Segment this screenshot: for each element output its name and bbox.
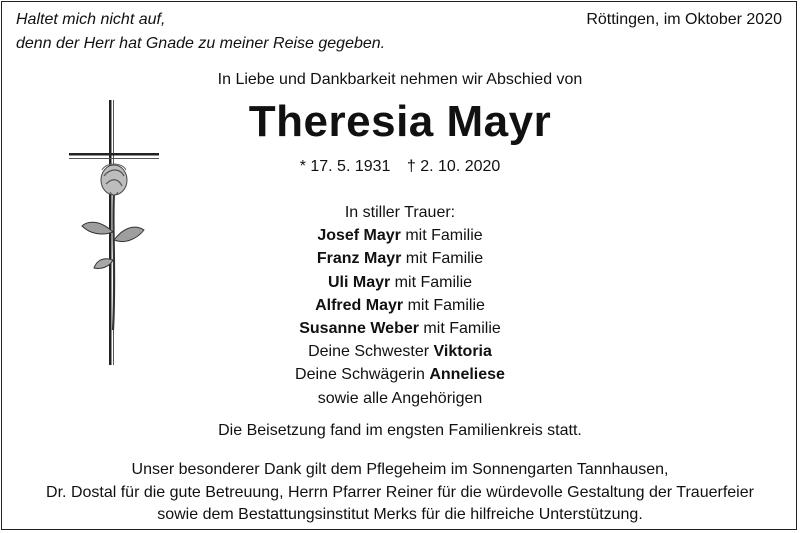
thanks-line-2: Dr. Dostal für die gute Betreuung, Herrn Pfarrer Reiner für die würdevolle Gestaltung der Trauerfeier [46,483,754,501]
mourner-row [0,224,800,247]
death-date: † 2. 10. 2020 [406,158,501,175]
birth-date: * 17. 5. 1931 [299,158,391,175]
burial-note: Die Beisetzung fand im engsten Familienkreis statt. [218,422,582,439]
mourner-name: Josef Mayr [317,227,401,245]
mourner-row [0,317,800,340]
mourner-name: Susanne Weber [299,320,419,338]
thanks-line-1: Unser besonderer Dank gilt dem Pflegeheim im Sonnengarten Tannhausen, [131,461,669,478]
mourner-row [0,271,800,294]
mourner-suffix: mit Familie [400,227,483,245]
place-date: Röttingen, im Oktober 2020 [586,11,782,28]
mourner-suffix: mit Familie [403,296,485,314]
bible-quote [16,8,385,56]
life-dates [0,158,800,176]
deceased-name: Theresia Mayr [248,97,552,146]
sister-in-law-name: Anneliese [429,366,505,384]
mourner-row [0,294,800,317]
sister-prefix: Deine Schwester [308,343,434,361]
mourner-suffix: mit Familie [390,273,473,291]
quote-line-2: denn der Herr hat Gnade zu meiner Reise gegeben. [16,35,386,52]
mourner-row-sister-in-law [0,363,800,386]
mourner-name: Uli Mayr [327,273,391,291]
mourner-row-sister [0,340,800,363]
mourners-list [0,201,800,410]
mourner-name: Alfred Mayr [315,296,404,314]
thanks-line-3: sowie dem Bestattungsinstitut Merks für die hilfreiche Unterstützung. [157,506,643,523]
sister-in-law-prefix: Deine Schwägerin [295,366,430,384]
mourner-name: Franz Mayr [316,250,402,268]
mourner-others: sowie alle Angehörigen [317,389,483,407]
intro-text: In Liebe und Dankbarkeit nehmen wir Abschied von [217,71,583,88]
quote-line-1: Haltet mich nicht auf, [16,11,166,28]
mourner-suffix: mit Familie [418,320,501,338]
mourner-suffix: mit Familie [401,250,484,268]
thanks-note [0,459,800,527]
sister-name: Viktoria [433,343,492,361]
mourners-heading: In stiller Trauer: [344,204,456,221]
mourner-row [0,247,800,270]
